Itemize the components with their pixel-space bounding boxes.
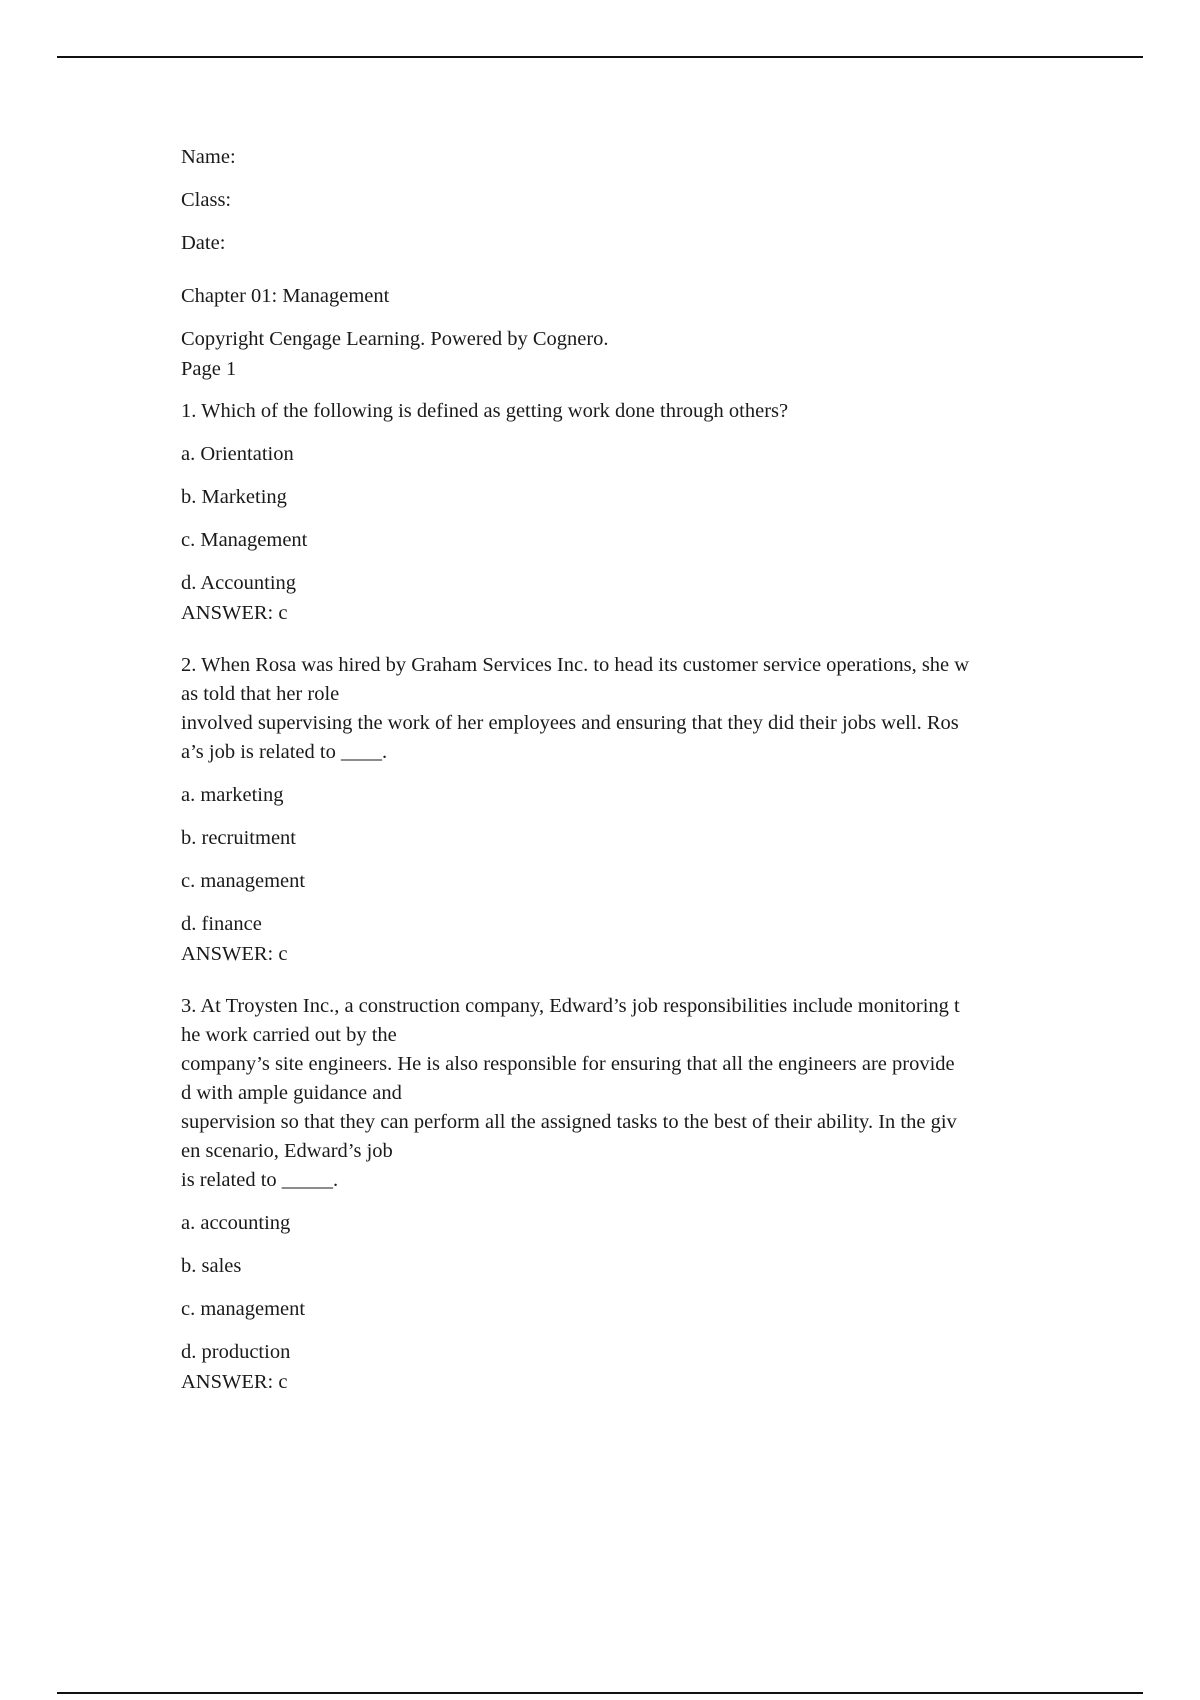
- question-stem-line: he work carried out by the: [181, 1024, 397, 1046]
- answer-option: b. recruitment: [181, 827, 296, 849]
- answer-option: a. accounting: [181, 1212, 291, 1234]
- answer-option: b. sales: [181, 1255, 242, 1277]
- question-2: [181, 651, 1061, 969]
- question-stem-line: d with ample guidance and: [181, 1082, 402, 1104]
- answer-key: ANSWER: c: [181, 602, 288, 624]
- date-label: Date:: [181, 232, 226, 254]
- copyright-notice: Copyright Cengage Learning. Powered by Cognero.: [181, 328, 609, 350]
- answer-option: d. finance: [181, 913, 262, 935]
- answer-option: b. Marketing: [181, 486, 287, 508]
- question-stem: [181, 992, 1061, 1195]
- document-body: [181, 142, 1061, 1397]
- answer-option: d. Accounting: [181, 572, 297, 594]
- chapter-title: Chapter 01: Management: [181, 285, 390, 307]
- question-stem-line: 3. At Troysten Inc., a construction company, Edward’s job responsibilities include monitoring t: [181, 995, 960, 1017]
- question-stem-line: 1. Which of the following is defined as getting work done through others?: [181, 400, 789, 422]
- question-stem-line: involved supervising the work of her employees and ensuring that they did their jobs well. Ros: [181, 712, 959, 734]
- answer-key: ANSWER: c: [181, 1371, 288, 1393]
- question-stem-line: en scenario, Edward’s job: [181, 1140, 393, 1162]
- answer-option: c. management: [181, 1298, 306, 1320]
- answer-option: c. management: [181, 870, 306, 892]
- question-stem-line: 2. When Rosa was hired by Graham Services Inc. to head its customer service operations, she w: [181, 654, 970, 676]
- question-stem-line: as told that her role: [181, 683, 340, 705]
- answer-option: c. Management: [181, 529, 308, 551]
- question-stem-line: supervision so that they can perform all the assigned tasks to the best of their ability. In the giv: [181, 1111, 957, 1133]
- question-3: [181, 992, 1061, 1397]
- answer-option: a. marketing: [181, 784, 284, 806]
- top-rule: [57, 56, 1143, 58]
- answer-option: d. production: [181, 1341, 291, 1363]
- bottom-rule: [57, 1692, 1143, 1694]
- question-stem-line: is related to _____.: [181, 1169, 339, 1191]
- question-stem: [181, 651, 1061, 767]
- class-label: Class:: [181, 189, 232, 211]
- question-stem: [181, 397, 1061, 426]
- answer-key: ANSWER: c: [181, 943, 288, 965]
- page-label: Page 1: [181, 358, 237, 380]
- question-stem-line: company’s site engineers. He is also responsible for ensuring that all the engineers are provide: [181, 1053, 955, 1075]
- question-1: [181, 397, 1061, 628]
- name-label: Name:: [181, 146, 236, 168]
- answer-option: a. Orientation: [181, 443, 294, 465]
- question-stem-line: a’s job is related to ____.: [181, 741, 388, 763]
